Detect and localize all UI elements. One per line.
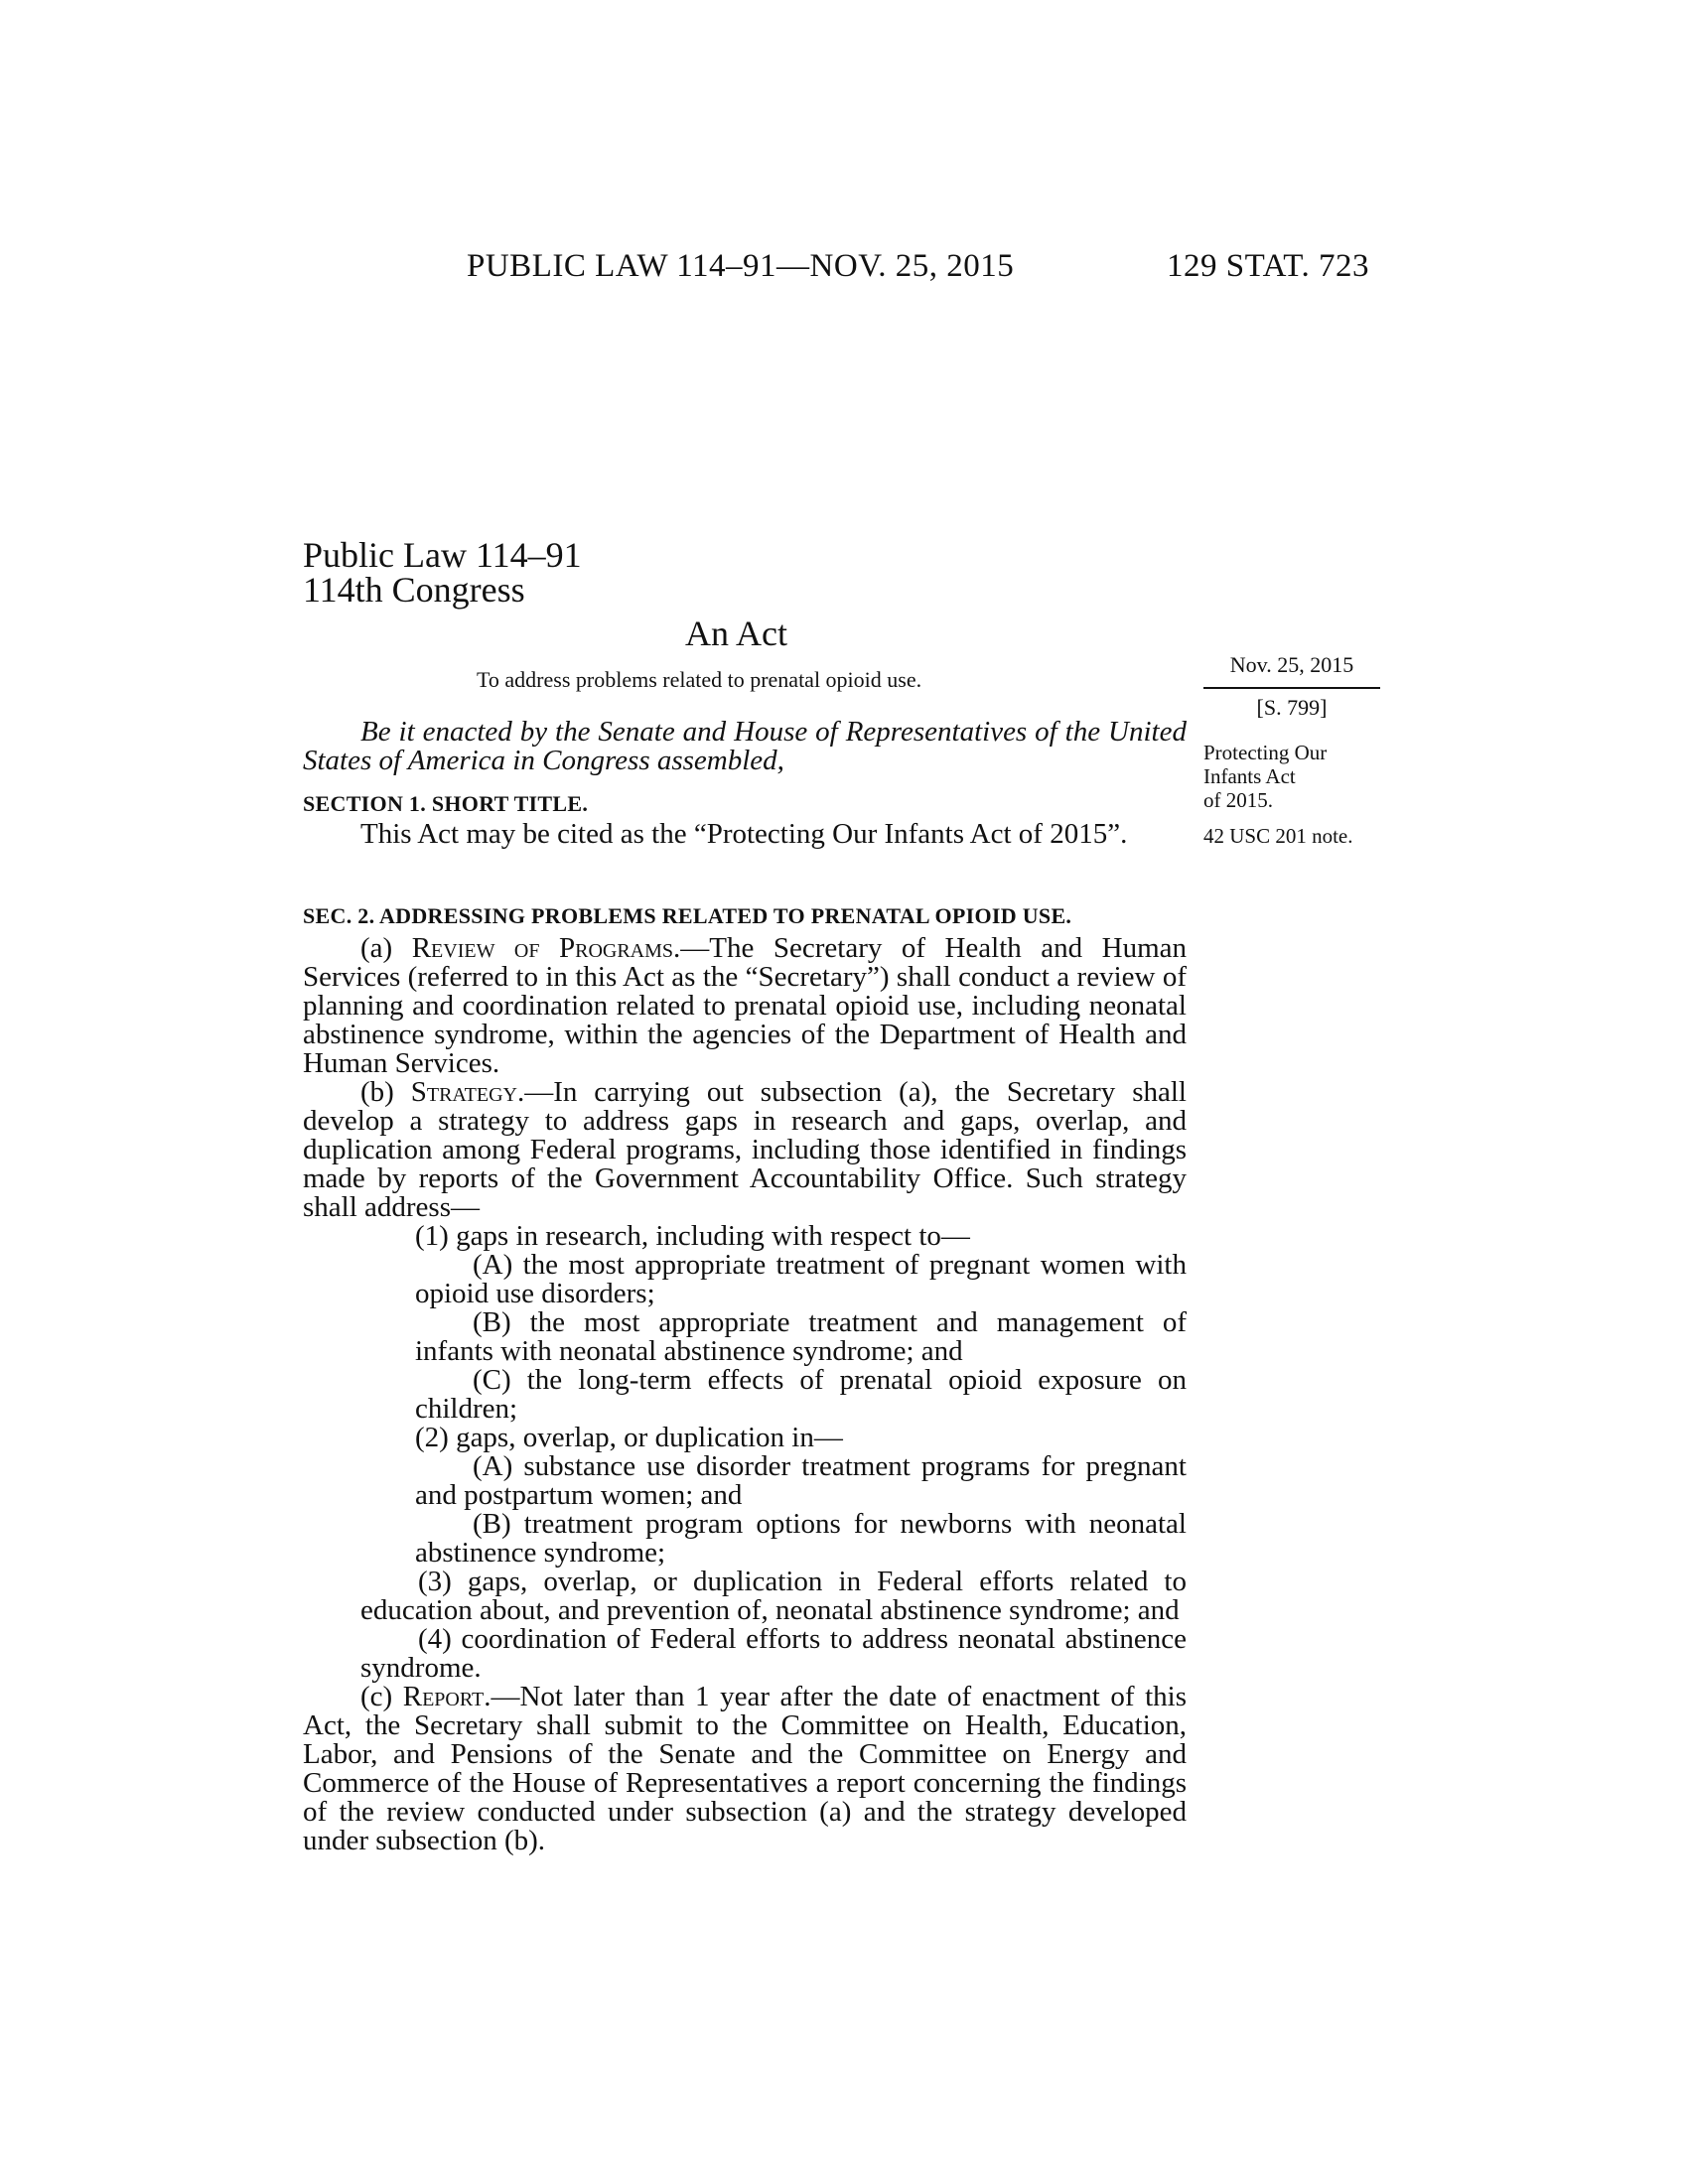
subparagraph-b2A: (A) substance use disorder treatment programs for pregnant and postpartum women; and: [415, 1450, 1187, 1511]
subsection-b-label: (b): [360, 1076, 411, 1108]
subparagraph-b1A: (A) the most appropriate treatment of pregnant women with opioid use disorders;: [415, 1249, 1187, 1309]
subsection-c-text: .—Not later than 1 year after the date of enactment of this Act, the Secretary shall submit to the Committee on Health, Education, Labor, and Pensions of the Senate and the Committee on Energy and Commerce of the House of Representatives a report concerning the findings of the review conducted under subsection (a) and the strategy developed under subsection (b).: [303, 1681, 1188, 1856]
subsection-c: [303, 1683, 1187, 1855]
public-law-number: Public Law 114–91: [303, 535, 582, 575]
subsection-b: [303, 1078, 1187, 1222]
margin-usc-note: 42 USC 201 note.: [1203, 824, 1353, 848]
subsection-a-caption: Review of Programs: [411, 932, 674, 964]
section-2-heading: SEC. 2. ADDRESSING PROBLEMS RELATED TO PRENATAL OPIOID USE.: [303, 903, 1072, 928]
act-purpose: To address problems related to prenatal opioid use.: [477, 667, 922, 692]
margin-short-title-note: [1203, 741, 1382, 812]
margin-note-line: of 2015.: [1203, 788, 1273, 812]
paragraph-b4: (4) coordination of Federal efforts to address neonatal abstinence syndrome.: [360, 1623, 1187, 1684]
page-citation: 129 STAT. 723: [1167, 248, 1370, 284]
subparagraph-b2B: (B) treatment program options for newborns with neonatal abstinence syndrome;: [415, 1508, 1187, 1569]
margin-note-line: Protecting Our: [1203, 741, 1328, 764]
subsection-c-caption: Report: [402, 1681, 485, 1712]
paragraph-b2: (2) gaps, overlap, or duplication in—: [415, 1422, 843, 1453]
section-1-text: This Act may be cited as the “Protecting Our Infants Act of 2015”.: [360, 818, 1128, 850]
margin-note-line: Infants Act: [1203, 764, 1296, 788]
subparagraph-b1B: (B) the most appropriate treatment and management of infants with neonatal abstinence syndrome; and: [415, 1306, 1187, 1367]
subsection-b-text: .—In carrying out subsection (a), the Secretary shall develop a strategy to address gaps in research and gaps, overlap, and duplication among Federal programs, including those identified in findings made by reports of the Government Accountability Office. Such strategy shall address—: [303, 1076, 1187, 1223]
section-2-body: [303, 934, 1187, 1855]
margin-date: Nov. 25, 2015: [1229, 652, 1354, 677]
subsection-a-label: (a): [360, 932, 412, 964]
paragraph-b3: (3) gaps, overlap, or duplication in Federal efforts related to education about, and prevention of, neonatal abstinence syndrome; and: [360, 1566, 1187, 1626]
subparagraph-b1C: (C) the long-term effects of prenatal opioid exposure on children;: [415, 1364, 1187, 1425]
congress-number: 114th Congress: [303, 570, 525, 610]
paragraph-b1: (1) gaps in research, including with respect to—: [415, 1220, 970, 1252]
subsection-b-caption: Strategy: [410, 1076, 517, 1108]
subsection-a-text: .—The Secretary of Health and Human Services (referred to in this Act as the “Secretary”) shall conduct a review of planning and coordination related to prenatal opioid use, including neonatal abstinence syndrome, within the agencies of the Department of Health and Human Services.: [303, 932, 1188, 1079]
running-head-left: PUBLIC LAW 114–91—NOV. 25, 2015: [467, 248, 1015, 284]
act-title: An Act: [685, 614, 787, 653]
section-1-heading: SECTION 1. SHORT TITLE.: [303, 791, 589, 816]
subsection-c-label: (c): [360, 1681, 403, 1712]
margin-rule: [1203, 687, 1380, 689]
subsection-a: [303, 934, 1187, 1078]
margin-bill-number: [S. 799]: [1256, 695, 1328, 720]
enacting-clause: Be it enacted by the Senate and House of Representatives of the United States of America in Congress assembled,: [303, 716, 1187, 776]
